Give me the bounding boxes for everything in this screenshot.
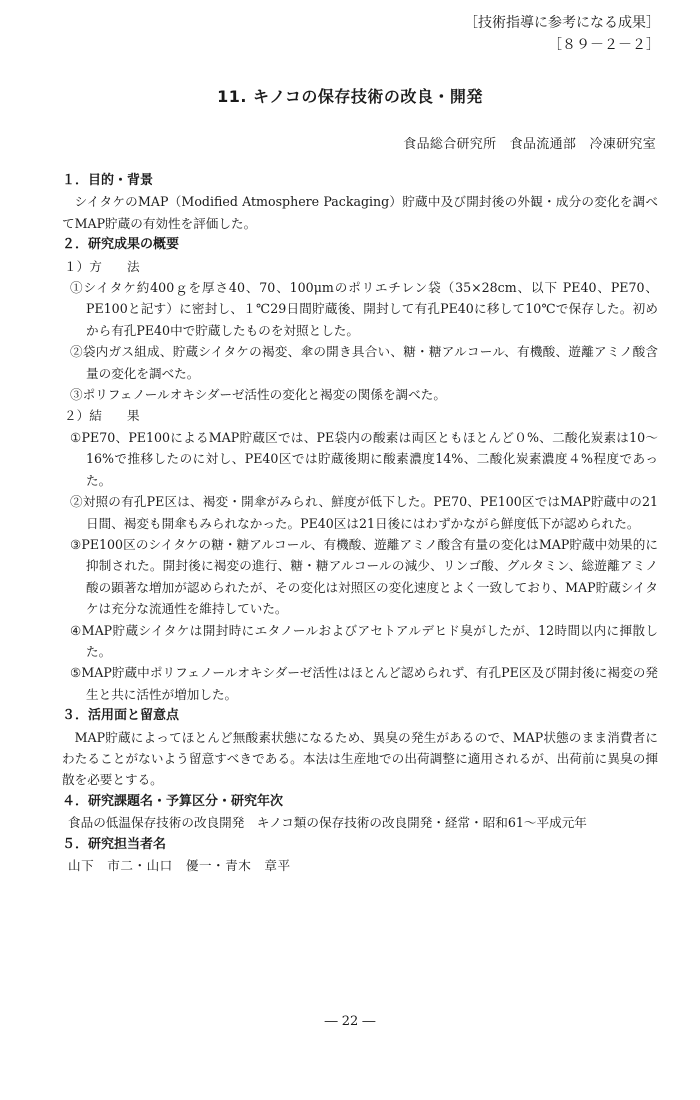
results-item: ②対照の有孔PE区は、褐変・開傘がみられ、鮮度が低下した。PE70、PE100区ではMAP貯蔵中の21日間、褐変も開傘もみられなかった。PE40区は21日後にはわずかながら鮮度低下が認められた。: [70, 494, 658, 531]
section-3-text: MAP貯蔵によってほとんど無酸素状態になるため、異臭の発生があるので、MAP状態のまま消費者にわたることがないよう留意すべきである。本法は生産地での出荷調整に適用されるが、出荷前に異臭の揮散を必要とする。: [62, 729, 658, 788]
section-5-authors: 山下 市二・山口 優一・青木 章平: [68, 858, 291, 873]
section-3-heading: ３．活用面と留意点: [62, 708, 180, 724]
section-4-text: 食品の低温保存技術の改良開発 キノコ類の保存技術の改良開発・経常・昭和61～平成元年: [68, 815, 587, 831]
section-1-text: シイタケのMAP（Modified Atmosphere Packaging）貯蔵中及び開封後の外観・成分の変化を調べてMAP貯蔵の有効性を評価した。: [62, 194, 658, 231]
methods-item: ②袋内ガス組成、貯蔵シイタケの褐変、傘の開き具合い、糖・糖アルコール、有機酸、遊離アミノ酸含量の変化を調べた。: [70, 344, 658, 381]
methods-label: １）方 法: [64, 258, 140, 274]
results-label: ２）結 果: [64, 408, 140, 424]
category-label: ［技術指導に参考になる成果］: [464, 15, 660, 31]
page-number: ― 22 ―: [324, 1014, 376, 1029]
results-item: ③PE100区のシイタケの糖・糖アルコール、有機酸、遊離アミノ酸含有量の変化はMAP貯蔵中効果的に抑制された。開封後に褐変の進行、糖・糖アルコールの減少、リンゴ酸、グルタミン、総遊離アミノ酸の顕著な増加が認められたが、その変化は対照区の変化速度とよく一致しており、MAP貯蔵シイタケは充分な流通性を維持していた。: [70, 536, 658, 617]
results-item: ⑤MAP貯蔵中ポリフェノールオキシダーゼ活性はほとんど認められず、有孔PE区及び開封後に褐変の発生と共に活性が増加した。: [70, 665, 658, 702]
affiliation: 食品総合研究所 食品流通部 冷凍研究室: [403, 137, 656, 152]
section-5-heading: ５．研究担当者名: [62, 836, 167, 852]
results-item: ①PE70、PE100によるMAP貯蔵区では、PE袋内の酸素は両区ともほとんど０%、二酸化炭素は10～16%で推移したのに対し、PE40区では貯蔵後期に酸素濃度14%、二酸化炭素濃度４%程度であった。: [70, 429, 658, 488]
section-2-heading: ２．研究成果の概要: [62, 237, 180, 253]
methods-item: ①シイタケ約400ｇを厚さ40、70、100μmのポリエチレン袋（35×28cm、以下 PE40、PE70、PE100と記す）に密封し、１℃29日間貯蔵後、開封して有孔PE40に移して10℃で保存した。初めから有孔PE40中で貯蔵したものを対照とした。: [70, 280, 658, 338]
methods-item: ③ポリフェノールオキシダーゼ活性の変化と褐変の関係を調べた。: [70, 387, 446, 403]
section-4-heading: ４．研究課題名・予算区分・研究年次: [62, 793, 284, 809]
category-code: ［８９－２－２］: [548, 37, 660, 53]
page-title: 11. キノコの保存技術の改良・開発: [217, 87, 483, 106]
document-body: [62, 170, 658, 876]
section-1-heading: １．目的・背景: [62, 173, 154, 188]
results-item: ④MAP貯蔵シイタケは開封時にエタノールおよびアセトアルデヒド臭がしたが、12時間以内に揮散した。: [70, 622, 658, 659]
category-tag: [464, 12, 660, 56]
